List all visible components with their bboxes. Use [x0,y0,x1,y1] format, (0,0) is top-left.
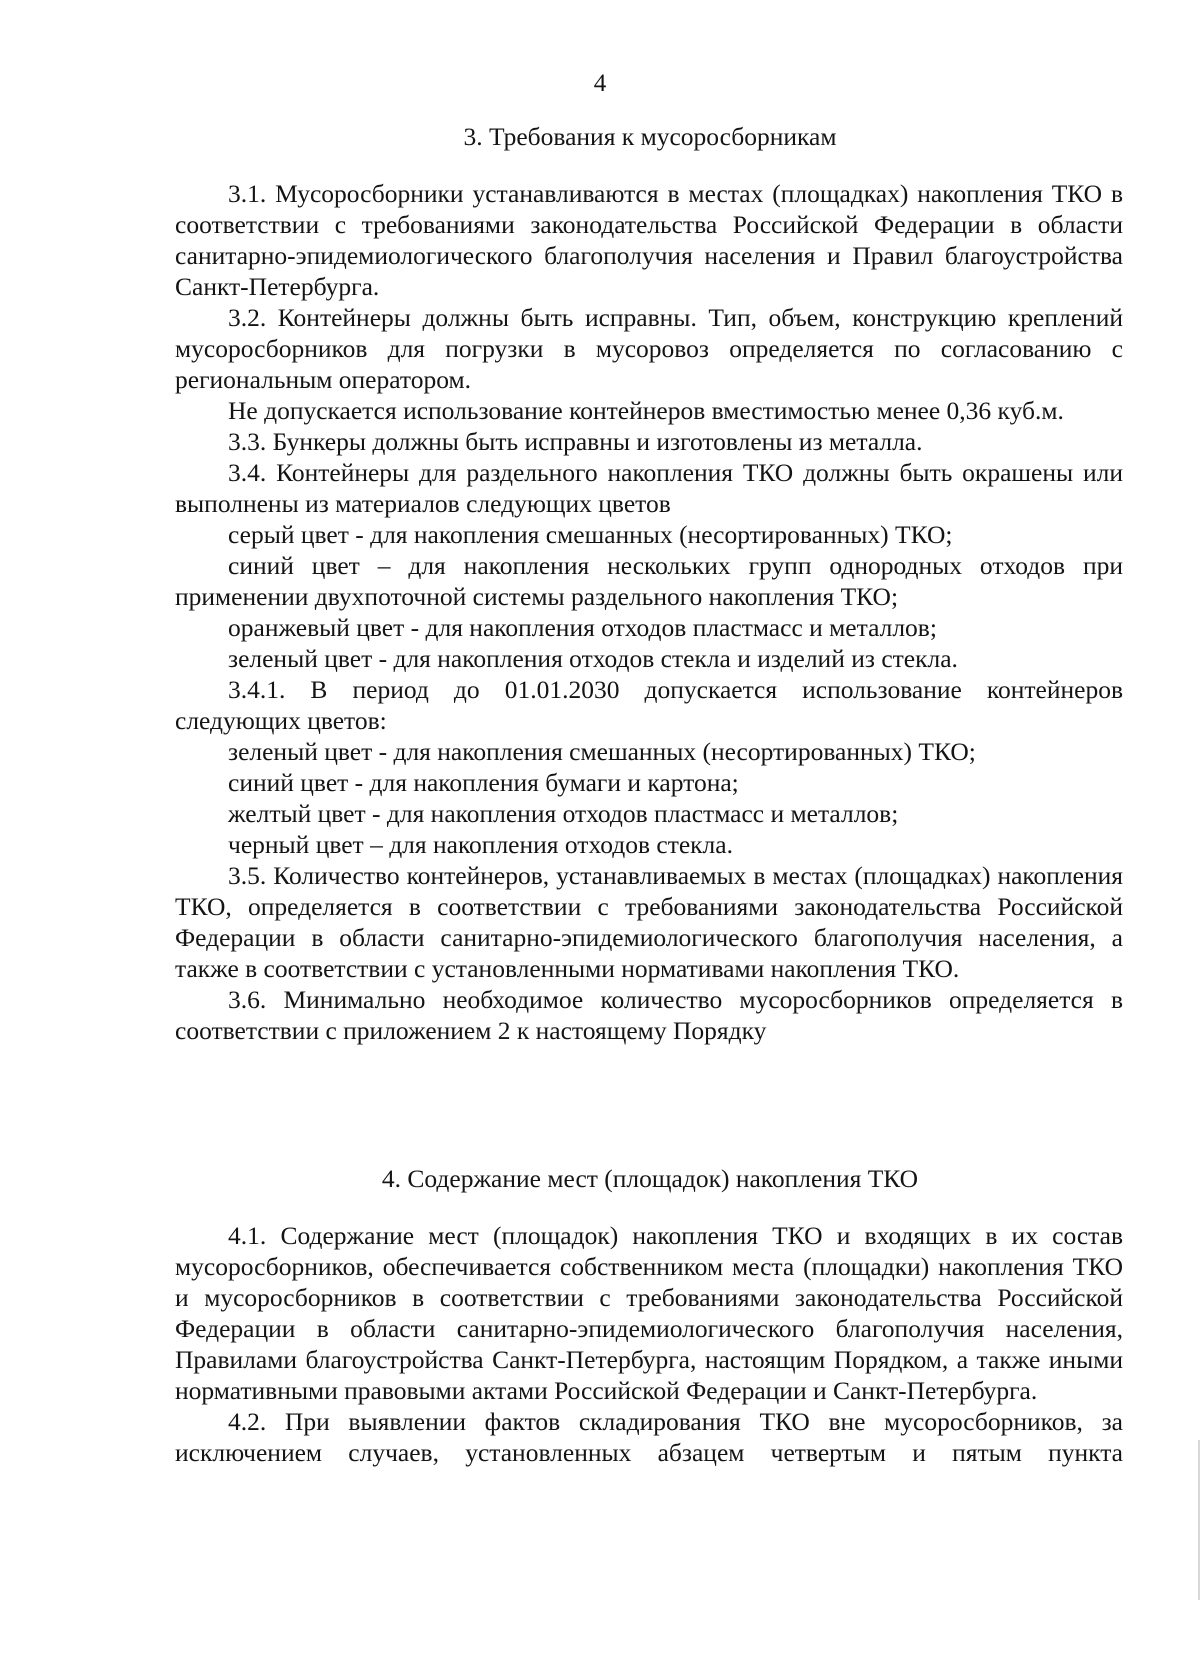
paragraph-4-2: 4.2. При выявлении фактов складирования ТКО вне мусоросборников, за исключением случаев, установленных абзацем четвертым и пятым пункта [175,1407,1123,1467]
section-4-heading: 4. Содержание мест (площадок) накопления ТКО [381,1164,919,1193]
paragraph-3-2: 3.2. Контейнеры должны быть исправны. Тип, объем, конструкцию креплений мусоросборников для погрузки в мусоровоз определяется по согласованию с региональным оператором. [175,303,1123,394]
paragraph-3-4-1: 3.4.1. В период до 01.01.2030 допускается использование контейнеров следующих цветов: [175,675,1123,735]
color-item-grey: серый цвет - для накопления смешанных (несортированных) ТКО; [228,520,953,549]
color-item-blue: синий цвет – для накопления нескольких групп однородных отходов при применении двухпоточной системы раздельного накопления ТКО; [175,551,1123,611]
paragraph-3-1: 3.1. Мусоросборники устанавливаются в местах (площадках) накопления ТКО в соответствии с требованиями законодательства Российской Федерации в области санитарно-эпидемиологического благополучия населения и Правил благоустройства Санкт-Петербурга. [175,179,1123,301]
paragraph-3-2-note: Не допускается использование контейнеров вместимостью менее 0,36 куб.м. [228,396,1064,425]
legacy-color-item-black: черный цвет – для накопления отходов стекла. [228,830,733,859]
legacy-color-item-green: зеленый цвет - для накопления смешанных (несортированных) ТКО; [228,737,976,766]
legacy-color-item-yellow: желтый цвет - для накопления отходов пластмасс и металлов; [228,799,899,828]
section-3-heading: 3. Требования к мусоросборникам [463,122,837,151]
section-3-body [175,178,1123,1046]
paragraph-4-1: 4.1. Содержание мест (площадок) накопления ТКО и входящих в их состав мусоросборников, обеспечивается собственником места (площадки) накопления ТКО и мусоросборников в соответствии с требованиями законодательства Российской Федерации в области санитарно-эпидемиологического благополучия населения, Правилами благоустройства Санкт-Петербурга, настоящим Порядком, а также иными нормативными правовыми актами Российской Федерации и Санкт-Петербурга. [175,1221,1123,1405]
color-item-orange: оранжевый цвет - для накопления отходов пластмасс и металлов; [228,613,937,642]
paragraph-3-4: 3.4. Контейнеры для раздельного накопления ТКО должны быть окрашены или выполнены из материалов следующих цветов [175,458,1123,518]
legacy-color-item-blue: синий цвет - для накопления бумаги и картона; [228,768,739,797]
color-item-green: зеленый цвет - для накопления отходов стекла и изделий из стекла. [228,644,958,673]
paragraph-3-6: 3.6. Минимально необходимое количество мусоросборников определяется в соответствии с приложением 2 к настоящему Порядку [175,985,1123,1045]
paragraph-3-3: 3.3. Бункеры должны быть исправны и изготовлены из металла. [228,427,923,456]
paragraph-3-5: 3.5. Количество контейнеров, устанавливаемых в местах (площадках) накопления ТКО, определяется в соответствии с требованиями законодательства Российской Федерации в области санитарно-эпидемиологического благополучия населения, а также в соответствии с установленными нормативами накопления ТКО. [175,861,1123,983]
page-number: 4 [593,70,607,97]
section-4-body [175,1220,1123,1468]
